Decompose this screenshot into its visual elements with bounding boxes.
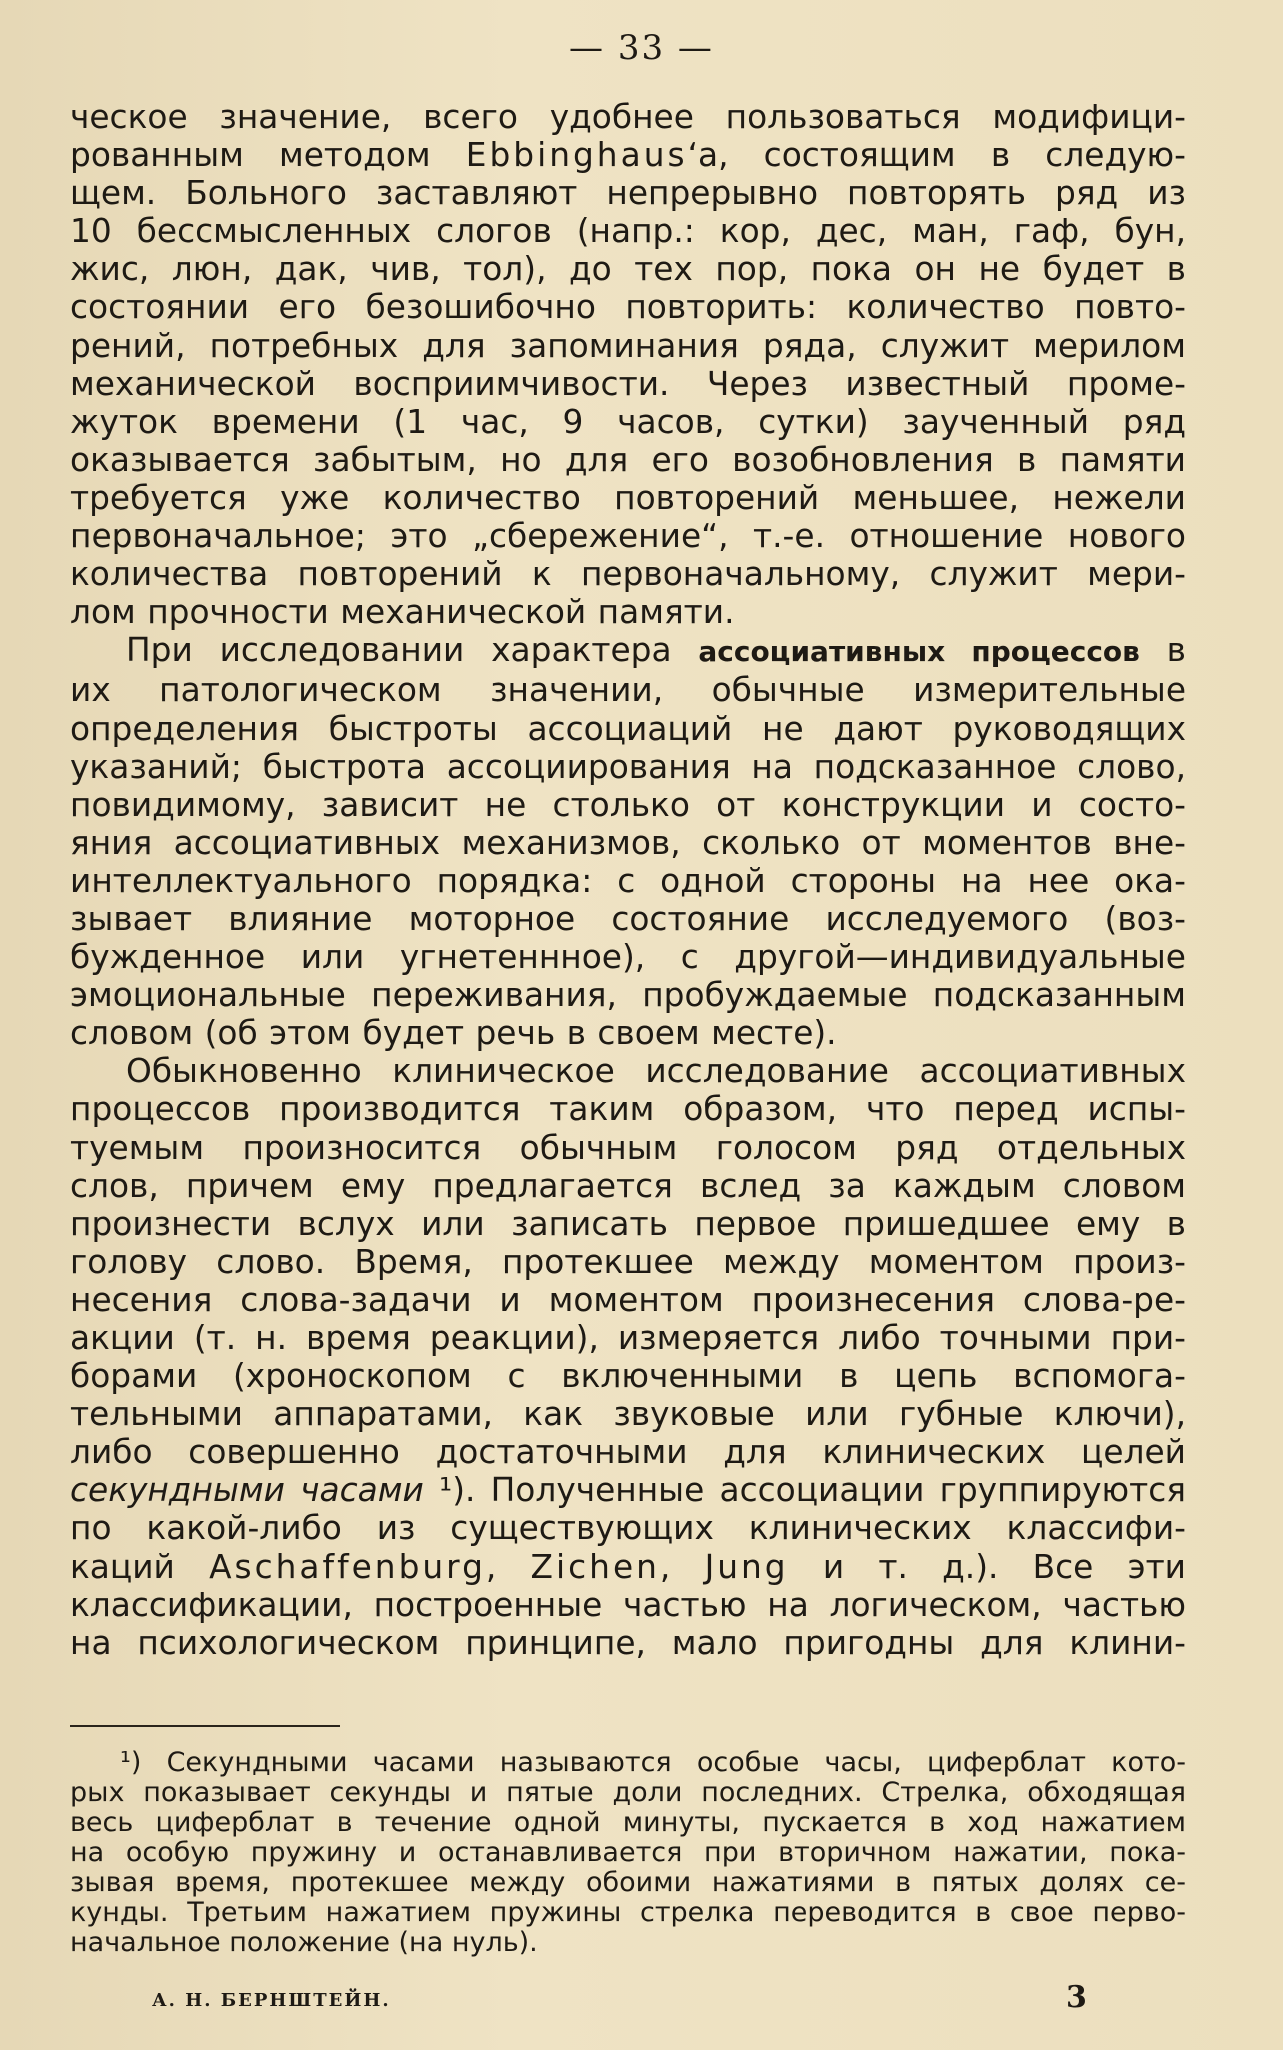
footnote-line: рых показывает секунды и пятые доли последних. Стрелка, обходящая	[70, 1777, 1186, 1808]
text-line	[70, 631, 1186, 671]
footnote-line: зывая время, протекшее между обоими нажатиями в пятых долях се-	[70, 1867, 1186, 1898]
text-line: слов, причем ему предлагается вслед за каждым словом	[70, 1166, 1186, 1205]
italic-seconds-clock: секундными часами	[70, 1471, 424, 1510]
text-line: на психологическом принципе, мало пригодны для клини-	[70, 1623, 1186, 1662]
text-line: туемым произносится обычным голосом ряд отдельных	[70, 1128, 1186, 1167]
text-line: щем. Больного заставляют непрерывно повторять ряд из	[70, 174, 1186, 213]
text-line: яния ассоциативных механизмов, сколько от моментов вне-	[70, 823, 1186, 862]
text-line: 10 бессмысленных слогов (напр.: кор, дес, ман, гаф, бун,	[70, 212, 1186, 251]
text-line: голову слово. Время, протекшее между моментом произ-	[70, 1242, 1186, 1281]
emphasis-associative-processes: ассоциативных процессов	[698, 635, 1140, 669]
text-line: борами (хроноскопом с включенными в цепь вспомога-	[70, 1357, 1186, 1396]
text-fragment: ,	[485, 1547, 531, 1586]
text-line	[70, 136, 1186, 174]
author-name-zichen: Zichen	[530, 1547, 660, 1586]
text-line: ческое значение, всего удобнее пользоваться модифици-	[70, 98, 1186, 136]
text-line: процессов производится таким образом, что перед испы-	[70, 1090, 1186, 1129]
author-name-aschaffenburg: Aschaffenburg	[209, 1547, 486, 1586]
text-line: тельными аппаратами, как звуковые или губные ключи),	[70, 1395, 1186, 1434]
text-line: классификации, построенные частью на логическом, частью	[70, 1585, 1186, 1624]
text-line	[70, 1471, 1186, 1509]
author-name-ebbinghaus: Ebbinghaus	[465, 136, 688, 175]
text-line: первоначальное; это „сбережение“, т.-е. отношение нового	[70, 517, 1186, 556]
text-line: акции (т. н. время реакции), измеряется либо точными при-	[70, 1319, 1186, 1357]
text-fragment: и т. д.). Все эти	[788, 1547, 1186, 1586]
text-line: эмоциональные переживания, пробуждаемые подсказанным	[70, 976, 1186, 1015]
author-name-jung: Jung	[704, 1547, 789, 1586]
text-line: жис, люн, дак, чив, тол), до тех пор, пока он не будет в	[70, 250, 1186, 289]
text-line: зывает влияние моторное состояние исследуемого (воз-	[70, 899, 1186, 938]
text-line: повидимому, зависит не столько от конструкции и состо-	[70, 785, 1186, 824]
footnote-line: на особую пружину и останавливается при вторичном нажатии, пока-	[70, 1837, 1186, 1868]
main-text	[70, 98, 1186, 1662]
text-line: определения быстроты ассоциаций не дают руководящих	[70, 709, 1186, 748]
text-line: состоянии его безошибочно повторить: количество повто-	[70, 288, 1186, 327]
text-fragment: ,	[659, 1547, 705, 1586]
page-number: — 33 —	[569, 28, 714, 68]
footnote-line: кунды. Третьим нажатием пружины стрелка переводится в свое перво-	[70, 1897, 1186, 1928]
text-line: количества повторений к первоначальному, служит мери-	[70, 555, 1186, 594]
text-line: механической восприимчивости. Через известный проме-	[70, 364, 1186, 403]
text-fragment: При исследовании характера	[126, 631, 699, 670]
text-fragment: ‘a, состоящим в следую-	[687, 136, 1187, 175]
text-line: оказывается забытым, но для его возобновления в памяти	[70, 440, 1186, 479]
text-line: рений, потребных для запоминания ряда, служит мерилом	[70, 326, 1186, 365]
text-line: словом (об этом будет речь в своем месте).	[70, 1014, 837, 1053]
text-fragment: рованным методом	[70, 136, 466, 175]
footnote-line: начальное положение (на нуль).	[70, 1927, 538, 1958]
text-line: Обыкновенно клиническое исследование ассоциативных	[126, 1052, 1186, 1091]
footnote-divider	[70, 1725, 340, 1727]
text-line: лом прочности механической памяти.	[70, 593, 735, 632]
text-line: жуток времени (1 час, 9 часов, сутки) заученный ряд	[70, 402, 1186, 441]
text-fragment: каций	[70, 1547, 210, 1586]
signature-mark: 3	[1066, 1980, 1087, 2015]
text-fragment: ¹). Полученные ассоциации группируются	[423, 1471, 1186, 1510]
footnote	[70, 1748, 1186, 1958]
text-line: произнести вслух или записать первое пришедшее ему в	[70, 1204, 1186, 1243]
text-line: их патологическом значении, обычные измерительные	[70, 671, 1186, 710]
text-line: по какой-либо из существующих клинических классифи-	[70, 1509, 1186, 1548]
footnote-line: весь циферблат в течение одной минуты, пускается в ход нажатием	[70, 1807, 1186, 1838]
footer-author: А. Н. БЕРНШТЕЙН.	[152, 1990, 391, 2011]
text-fragment: в	[1139, 631, 1187, 670]
text-line: интеллектуального порядка: с одной стороны на нее ока-	[70, 861, 1186, 900]
text-line: требуется уже количество повторений меньшее, нежели	[70, 478, 1186, 517]
text-line: несения слова-задачи и моментом произнесения слова-ре-	[70, 1280, 1186, 1319]
text-line	[70, 1548, 1186, 1586]
text-line: либо совершенно достаточными для клинических целей	[70, 1433, 1186, 1472]
text-line: указаний; быстрота ассоциирования на подсказанное слово,	[70, 747, 1186, 786]
text-line: бужденное или угнетеннное), с другой—индивидуальные	[70, 938, 1186, 977]
footnote-line: ¹) Секундными часами называются особые часы, циферблат кото-	[120, 1747, 1186, 1778]
